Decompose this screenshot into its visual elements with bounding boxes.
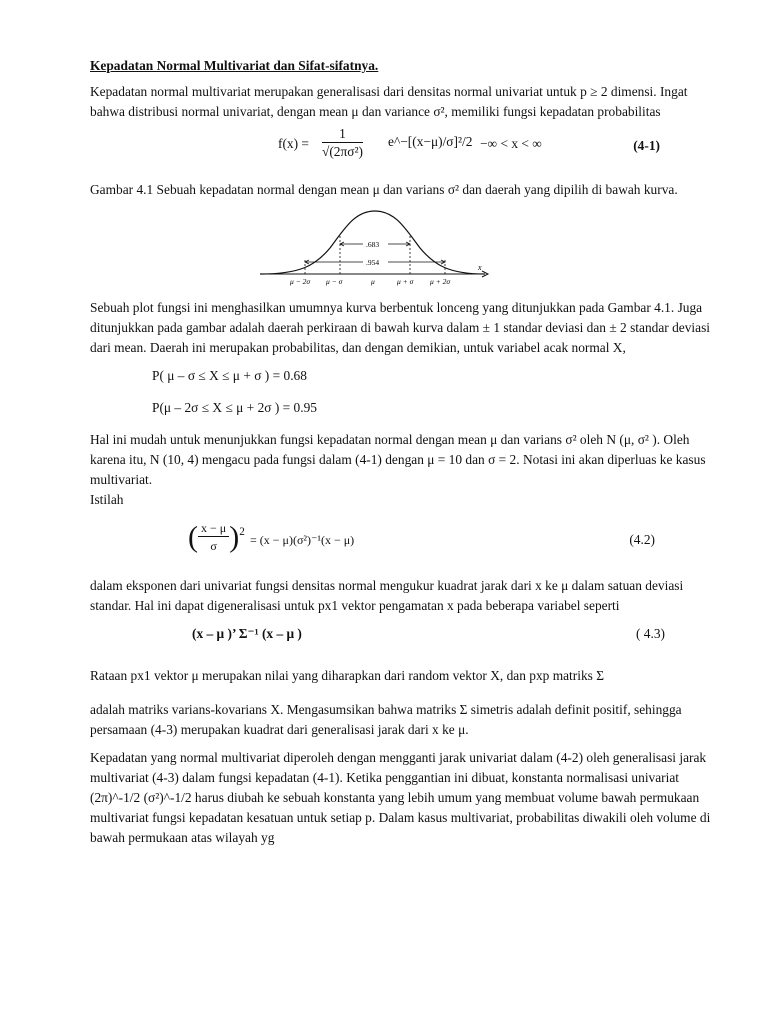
eq2-paren-open: ( bbox=[188, 520, 198, 554]
eq1-range: −∞ < x < ∞ bbox=[480, 136, 542, 151]
eq3-number: ( 4.3) bbox=[635, 626, 665, 641]
eq2-numerator: x − μ bbox=[198, 520, 229, 537]
paragraph-plot: Sebuah plot fungsi ini menghasilkan umumnya kurva berbentuk lonceng yang ditunjukkan pada Gambar 4.1. Juga ditunjukkan pada gambar adalah daerah perkiraan di bawah kurva dalam ± 1 standar deviasi dan ± 2 standar deviasi dari mean. Daerah ini merupakan probabilitas, dan dengan demikian, untuk variabel acak normal X, bbox=[90, 300, 711, 355]
paragraph-mean-vector: Rataan px1 vektor μ merupakan nilai yang diharapkan dari random vektor X, dan pxp matriks Σ bbox=[90, 668, 604, 683]
paragraph-covariance: adalah matriks varians-kovarians X. Mengasumsikan bahwa matriks Σ simetris adalah definit positif, sehingga persamaan (4-3) merupakan kuadrat dari generalisasi jarak dari x ke μ. bbox=[90, 702, 682, 737]
probability-1: P( μ – σ ≤ X ≤ μ + σ ) = 0.68 bbox=[152, 368, 307, 383]
paragraph-multivariate: Kepadatan yang normal multivariat diperoleh dengan mengganti jarak univariat dalam (4-2) oleh generalisasi jarak multivariat (4-3) dalam fungsi kepadatan (4-1). Ketika penggantian ini dibuat, konstanta normalisasi univariat (2π)^-1/2 (σ²)^-1/2 harus diubah ke sebuah konstanta yang lebih umum yang membuat volume bawah permukaan multivariat fungsi kepadatan kesatuan untuk setiap p. Dalam kasus multivariat, probabilitas diwakili oleh volume di bawah permukaan atas wilayah yg bbox=[90, 750, 711, 845]
label-954: .954 bbox=[366, 258, 380, 267]
label-683: .683 bbox=[366, 240, 380, 249]
probability-2: P(μ – 2σ ≤ X ≤ μ + 2σ ) = 0.95 bbox=[152, 400, 317, 415]
eq1-denominator: √(2πσ²) bbox=[322, 144, 363, 159]
tick-mu: μ bbox=[371, 277, 375, 286]
eq2-lhs bbox=[188, 520, 245, 555]
eq2-rhs: = (x − μ)(σ²)⁻¹(x − μ) bbox=[250, 533, 355, 547]
equation-4-2 bbox=[90, 520, 715, 564]
tick-mu-plus-sigma: μ + σ bbox=[397, 277, 414, 286]
normal-curve-svg bbox=[260, 208, 490, 288]
eq2-number: (4.2) bbox=[629, 532, 655, 547]
tick-mu-minus-2sigma: μ − 2σ bbox=[290, 277, 311, 286]
normal-curve-figure bbox=[260, 208, 490, 288]
eq1-lhs: f(x) = bbox=[278, 136, 309, 151]
tick-mu-plus-2sigma: μ + 2σ bbox=[430, 277, 451, 286]
eq2-paren-close: ) bbox=[229, 520, 240, 554]
figure-caption: Gambar 4.1 Sebuah kepadatan normal dengan mean μ dan varians σ² dan daerah yang dipilih di bawah kurva. bbox=[90, 182, 678, 197]
eq1-number: (4-1) bbox=[633, 138, 660, 153]
paragraph-intro: Kepadatan normal multivariat merupakan generalisasi dari densitas normal univariat untuk p ≥ 2 dimensi. Ingat bahwa distribusi normal univariat, dengan mean μ dan variance σ², memiliki fungsi kepadatan probabilitas bbox=[90, 84, 688, 119]
equation-4-1 bbox=[90, 126, 715, 168]
equation-4-3 bbox=[90, 624, 715, 654]
paragraph-notation: Hal ini mudah untuk menunjukkan fungsi kepadatan normal dengan mean μ dan varians σ² oleh N (μ, σ² ). Oleh karena itu, N (10, 4) mengacu pada fungsi dalam (4-1) dengan μ = 10 dan σ = 2. Notasi ini akan diperluas ke kasus multivariat. bbox=[90, 432, 706, 487]
eq2-square: 2 bbox=[239, 526, 245, 539]
paragraph-exponent: dalam eksponen dari univariat fungsi densitas normal mengukur kuadrat jarak dari x ke μ dalam satuan deviasi standar. Hal ini dapat digeneralisasi untuk px1 vektor pengamatan x pada beberapa variabel seperti bbox=[90, 578, 684, 613]
x-axis-label: x bbox=[478, 263, 482, 272]
eq2-fraction bbox=[198, 520, 229, 555]
eq2-denominator: σ bbox=[210, 539, 217, 553]
document-page bbox=[90, 56, 715, 856]
eq3-expression: (x – μ )’ Σ⁻¹ (x – μ ) bbox=[192, 626, 302, 641]
eq1-numerator: 1 bbox=[322, 126, 363, 143]
eq1-fraction bbox=[322, 126, 363, 161]
istilah-label: Istilah bbox=[90, 492, 124, 507]
tick-mu-minus-sigma: μ − σ bbox=[326, 277, 343, 286]
section-title: Kepadatan Normal Multivariat dan Sifat-sifatnya. bbox=[90, 58, 379, 73]
eq1-exponential: e^−[(x−μ)/σ]²/2 bbox=[388, 134, 473, 149]
